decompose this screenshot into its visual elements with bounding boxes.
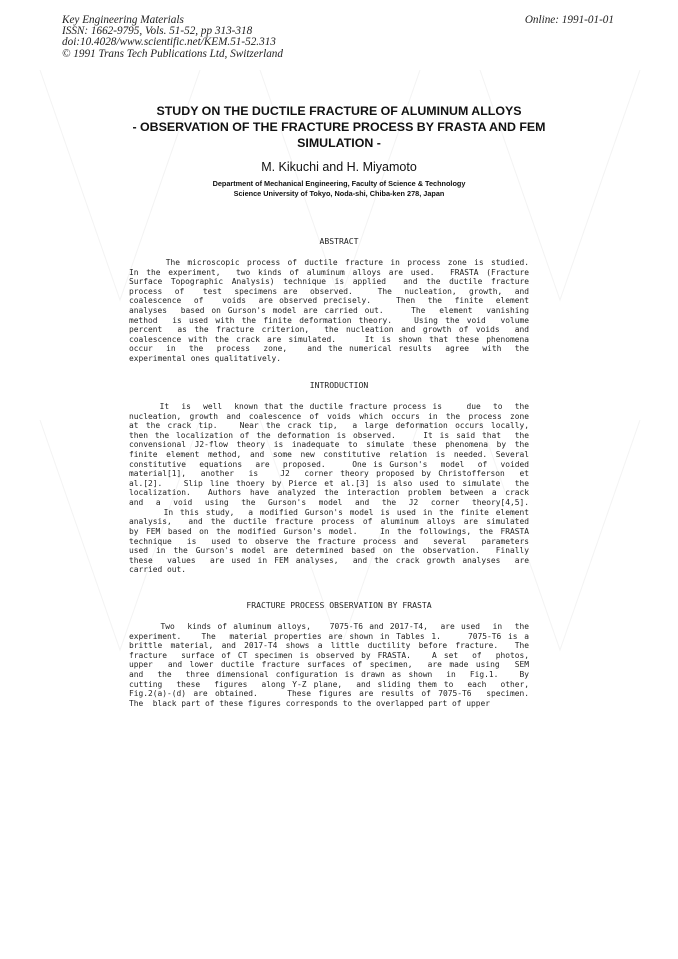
title-line: STUDY ON THE DUCTILE FRACTURE OF ALUMINUM ALLOYS <box>156 104 522 118</box>
frasta-body <box>129 622 529 708</box>
text-line: In the experiment, two kinds of aluminum alloys are used. FRASTA (Fracture <box>129 267 529 277</box>
text-line: method is used with the finite deformation theory. Using the void volume <box>129 315 529 325</box>
affiliation <box>100 179 578 198</box>
text-line: occur in the process zone, and the numerical results agree with the <box>129 344 529 354</box>
issn-line: ISSN: 1662-9795, Vols. 51-52, pp 313-318 <box>62 25 253 38</box>
text-line: convensional J2-flow theory is inadequate to simulate these phenomena by the <box>129 440 529 450</box>
text-line: localization. Authors have analyzed the interaction problem between a crack <box>129 488 529 498</box>
text-line: carried out. <box>129 565 187 575</box>
text-line: material[1], another is J2 corner theory proposed by Christofferson et <box>129 469 529 479</box>
text-line: process of test specimens are observed. The nucleation, growth, and <box>129 286 529 296</box>
text-line: al.[2]. Slip line thoery by Pierce et al.[3] is also used to simulate the <box>129 478 529 488</box>
title-line: SIMULATION - <box>297 136 381 150</box>
text-line: Surface Topographic Analysis) technique is applied and the ductile fracture <box>129 277 529 287</box>
text-line: coalescence with the crack are simulated. It is shown that these phenomena <box>129 334 529 344</box>
text-line: and the three dimensional configuration is drawn as shown in Fig.1. By <box>129 670 529 680</box>
text-line: percent as the fracture criterion, the nucleation and growth of voids and <box>129 325 529 335</box>
text-line: used in the Gurson's model are determined based on the observation. Finally <box>129 546 529 556</box>
abstract-heading: ABSTRACT <box>319 236 359 246</box>
text-line: fracture surface of CT specimen is observed by FRASTA. A set of photos, <box>129 650 529 660</box>
paper-title <box>100 103 578 151</box>
abstract-body <box>129 258 529 364</box>
introduction-heading: INTRODUCTION <box>309 380 369 390</box>
journal-name: Key Engineering Materials <box>62 14 184 26</box>
online-date: Online: 1991-01-01 <box>524 14 614 26</box>
text-line: finite element method, and some new constitutive relation is needed. Several <box>129 450 529 460</box>
text-line: by FEM based on the modified Gurson's model. In the followings, the FRASTA <box>129 526 529 536</box>
affiliation-line: Science University of Tokyo, Noda-shi, Chiba-ken 278, Japan <box>233 188 445 198</box>
text-line: cutting these figures along Y-Z plane, and sliding them to each other, <box>129 679 529 689</box>
text-line: experimental ones qualitatively. <box>129 354 282 364</box>
text-line: at the crack tip. Near the crack tip, a large deformation occurs locally, <box>129 421 529 431</box>
text-line: The microscopic process of ductile fracture in process zone is studied. <box>129 258 529 267</box>
text-line: then the localization of the deformation is observed. It is said that the <box>129 430 529 440</box>
text-line: technique is used to observe the fracture process and several parameters <box>129 536 529 546</box>
text-line: constitutive equations are proposed. One is Gurson's model of voided <box>129 459 529 469</box>
text-line: coalescence of voids are observed precisely. Then the finite element <box>129 296 529 306</box>
text-line: Two kinds of aluminum alloys, 7075-T6 and 2017-T4, are used in the <box>129 622 529 631</box>
text-line: analyses based on Gurson's model are carried out. The element vanishing <box>129 306 529 316</box>
affiliation-line: Department of Mechanical Engineering, Faculty of Science & Technology <box>212 179 466 188</box>
text-line: In this study, a modified Gurson's model is used in the finite element <box>129 507 529 517</box>
text-line: The black part of these figures corresponds to the overlapped part of upper <box>129 698 491 708</box>
text-line: brittle material, and 2017-T4 shows a little ductility before fracture. The <box>129 641 529 651</box>
doi-line: doi:10.4028/www.scientific.net/KEM.51-52.313 <box>62 36 276 49</box>
text-line: experiment. The material properties are shown in Tables 1. 7075-T6 is a <box>129 631 529 641</box>
introduction-body <box>129 402 529 575</box>
journal-header <box>62 15 283 60</box>
text-line: nucleation, growth and coalescence of voids which occurs in the process zone <box>129 411 529 421</box>
frasta-heading: FRACTURE PROCESS OBSERVATION BY FRASTA <box>246 600 432 610</box>
copyright-line: © 1991 Trans Tech Publications Ltd, Switzerland <box>62 47 283 60</box>
text-line: analysis, and the ductile fracture process of aluminum alloys are simulated <box>129 517 529 527</box>
text-line: upper and lower ductile fracture surfaces of specimen, are made using SEM <box>129 660 529 670</box>
authors: M. Kikuchi and H. Miyamoto <box>261 160 417 174</box>
text-line: and a void using the Gurson's model and the J2 corner theory[4,5]. <box>129 498 529 508</box>
title-line: - OBSERVATION OF THE FRACTURE PROCESS BY FRASTA AND FEM <box>132 120 546 134</box>
text-line: these values are used in FEM analyses, and the crack growth analyses are <box>129 555 529 565</box>
text-line: It is well known that the ductile fracture process is due to the <box>129 402 529 411</box>
text-line: Fig.2(a)-(d) are obtained. These figures are results of 7075-T6 specimen. <box>129 689 529 699</box>
